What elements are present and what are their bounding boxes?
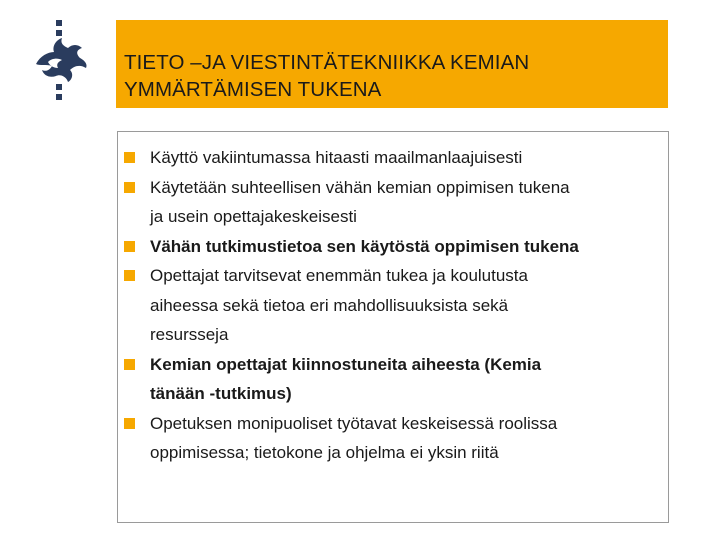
bullet-item xyxy=(122,143,668,173)
title-bar xyxy=(116,20,668,108)
bullet-item xyxy=(122,173,668,232)
bullet-square-icon xyxy=(124,182,135,193)
bullet-text-line: Opettajat tarvitsevat enemmän tukea ja koulutusta xyxy=(150,266,528,285)
bullet-text-line: Kemian opettajat kiinnostuneita aiheesta (Kemia xyxy=(150,354,542,374)
bullet-square-icon xyxy=(124,241,135,252)
bullet-item xyxy=(122,409,668,468)
title-line-1: TIETO –JA VIESTINTÄTEKNIIKKA KEMIAN xyxy=(124,51,530,74)
bullet-text-line: Opetuksen monipuoliset työtavat keskeisessä roolissa xyxy=(150,413,558,433)
bullet-list xyxy=(122,143,668,468)
bullet-text-line: Käyttö vakiintumassa hitaasti maailmanlaajuisesti xyxy=(150,148,523,167)
bullet-text-line: aiheessa sekä tietoa eri mahdollisuuksista sekä xyxy=(150,295,509,315)
title-line-2: YMMÄRTÄMISEN TUKENA xyxy=(124,78,382,101)
bullet-text-line: Vähän tutkimustietoa sen käytöstä oppimisen tukena xyxy=(150,236,579,256)
flame-logo-icon xyxy=(26,18,92,100)
bullet-text-line: resursseja xyxy=(150,325,229,344)
bullet-text-line: tänään -tutkimus) xyxy=(150,384,292,403)
university-logo xyxy=(26,18,92,100)
bullet-square-icon xyxy=(124,152,135,163)
bullet-square-icon xyxy=(124,359,135,370)
bullet-item xyxy=(122,350,668,409)
bullet-item xyxy=(122,232,668,262)
bullet-square-icon xyxy=(124,418,135,429)
bullet-square-icon xyxy=(124,270,135,281)
bullet-text-line: Käytetään suhteellisen vähän kemian oppimisen tukena xyxy=(150,177,570,197)
bullet-text-line: oppimisessa; tietokone ja ohjelma ei yksin riitä xyxy=(150,443,499,462)
bullet-item xyxy=(122,261,668,350)
bullet-text-line: ja usein opettajakeskeisesti xyxy=(150,207,357,226)
